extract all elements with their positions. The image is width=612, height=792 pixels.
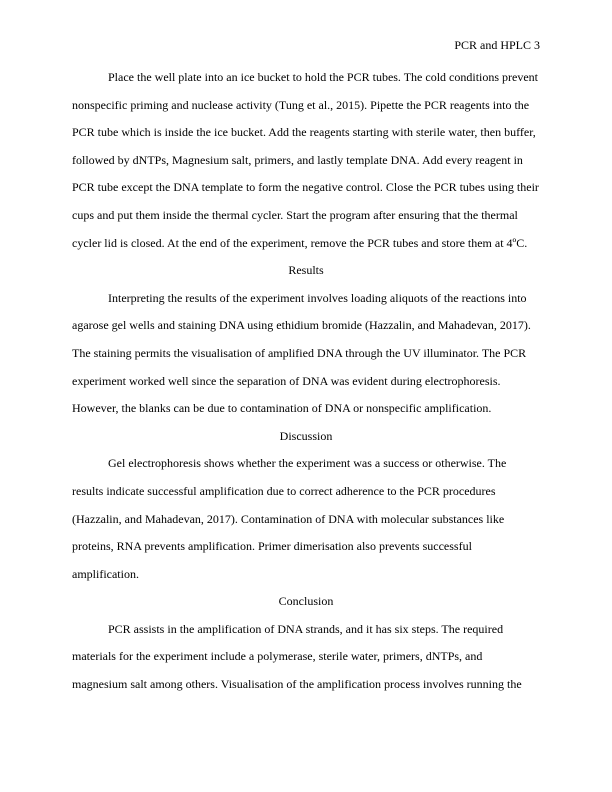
body-text (72, 64, 540, 699)
discussion-paragraph: Gel electrophoresis shows whether the experiment was a success or otherwise. The results indicate successful amplification due to correct adherence to the PCR procedures (Hazzalin, and Mahadevan, 2017). Contamination of DNA with molecular substances like proteins, RNA prevents amplification. Primer dimerisation also prevents successful amplification. (72, 456, 507, 581)
running-head: PCR and HPLC 3 (454, 38, 540, 52)
conclusion-heading: Conclusion (278, 594, 334, 609)
results-heading: Results (288, 263, 324, 278)
conclusion-paragraph: PCR assists in the amplification of DNA strands, and it has six steps. The required materials for the experiment include a polymerase, sterile water, primers, dNTPs, and magnesium salt among others. Visualisation of the amplification process involves running the (72, 621, 522, 692)
discussion-heading: Discussion (279, 428, 333, 443)
methods-paragraph: Place the well plate into an ice bucket to hold the PCR tubes. The cold conditions prevent nonspecific priming and nuclease activity (Tung et al., 2015). Pipette the PCR reagents into the PCR tube which is inside the ice bucket. Add the reagents starting with sterile water, then buffer, followed by dNTPs, Magnesium salt, primers, and lastly template DNA. Add every reagent in PCR tube except the DNA template to form the negative control. Close the PCR tubes using their cups and put them inside the thermal cycler. Start the program after ensuring that the thermal cycler lid is closed. At the end of the experiment, remove the PCR tubes and store them at 4ºC. (72, 70, 539, 250)
results-paragraph: Interpreting the results of the experiment involves loading aliquots of the reactions into agarose gel wells and staining DNA using ethidium bromide (Hazzalin, and Mahadevan, 2017). The staining permits the visualisation of amplified DNA through the UV illuminator. The PCR experiment worked well since the separation of DNA was evident during electrophoresis. However, the blanks can be due to contamination of DNA or nonspecific amplification. (72, 290, 531, 416)
